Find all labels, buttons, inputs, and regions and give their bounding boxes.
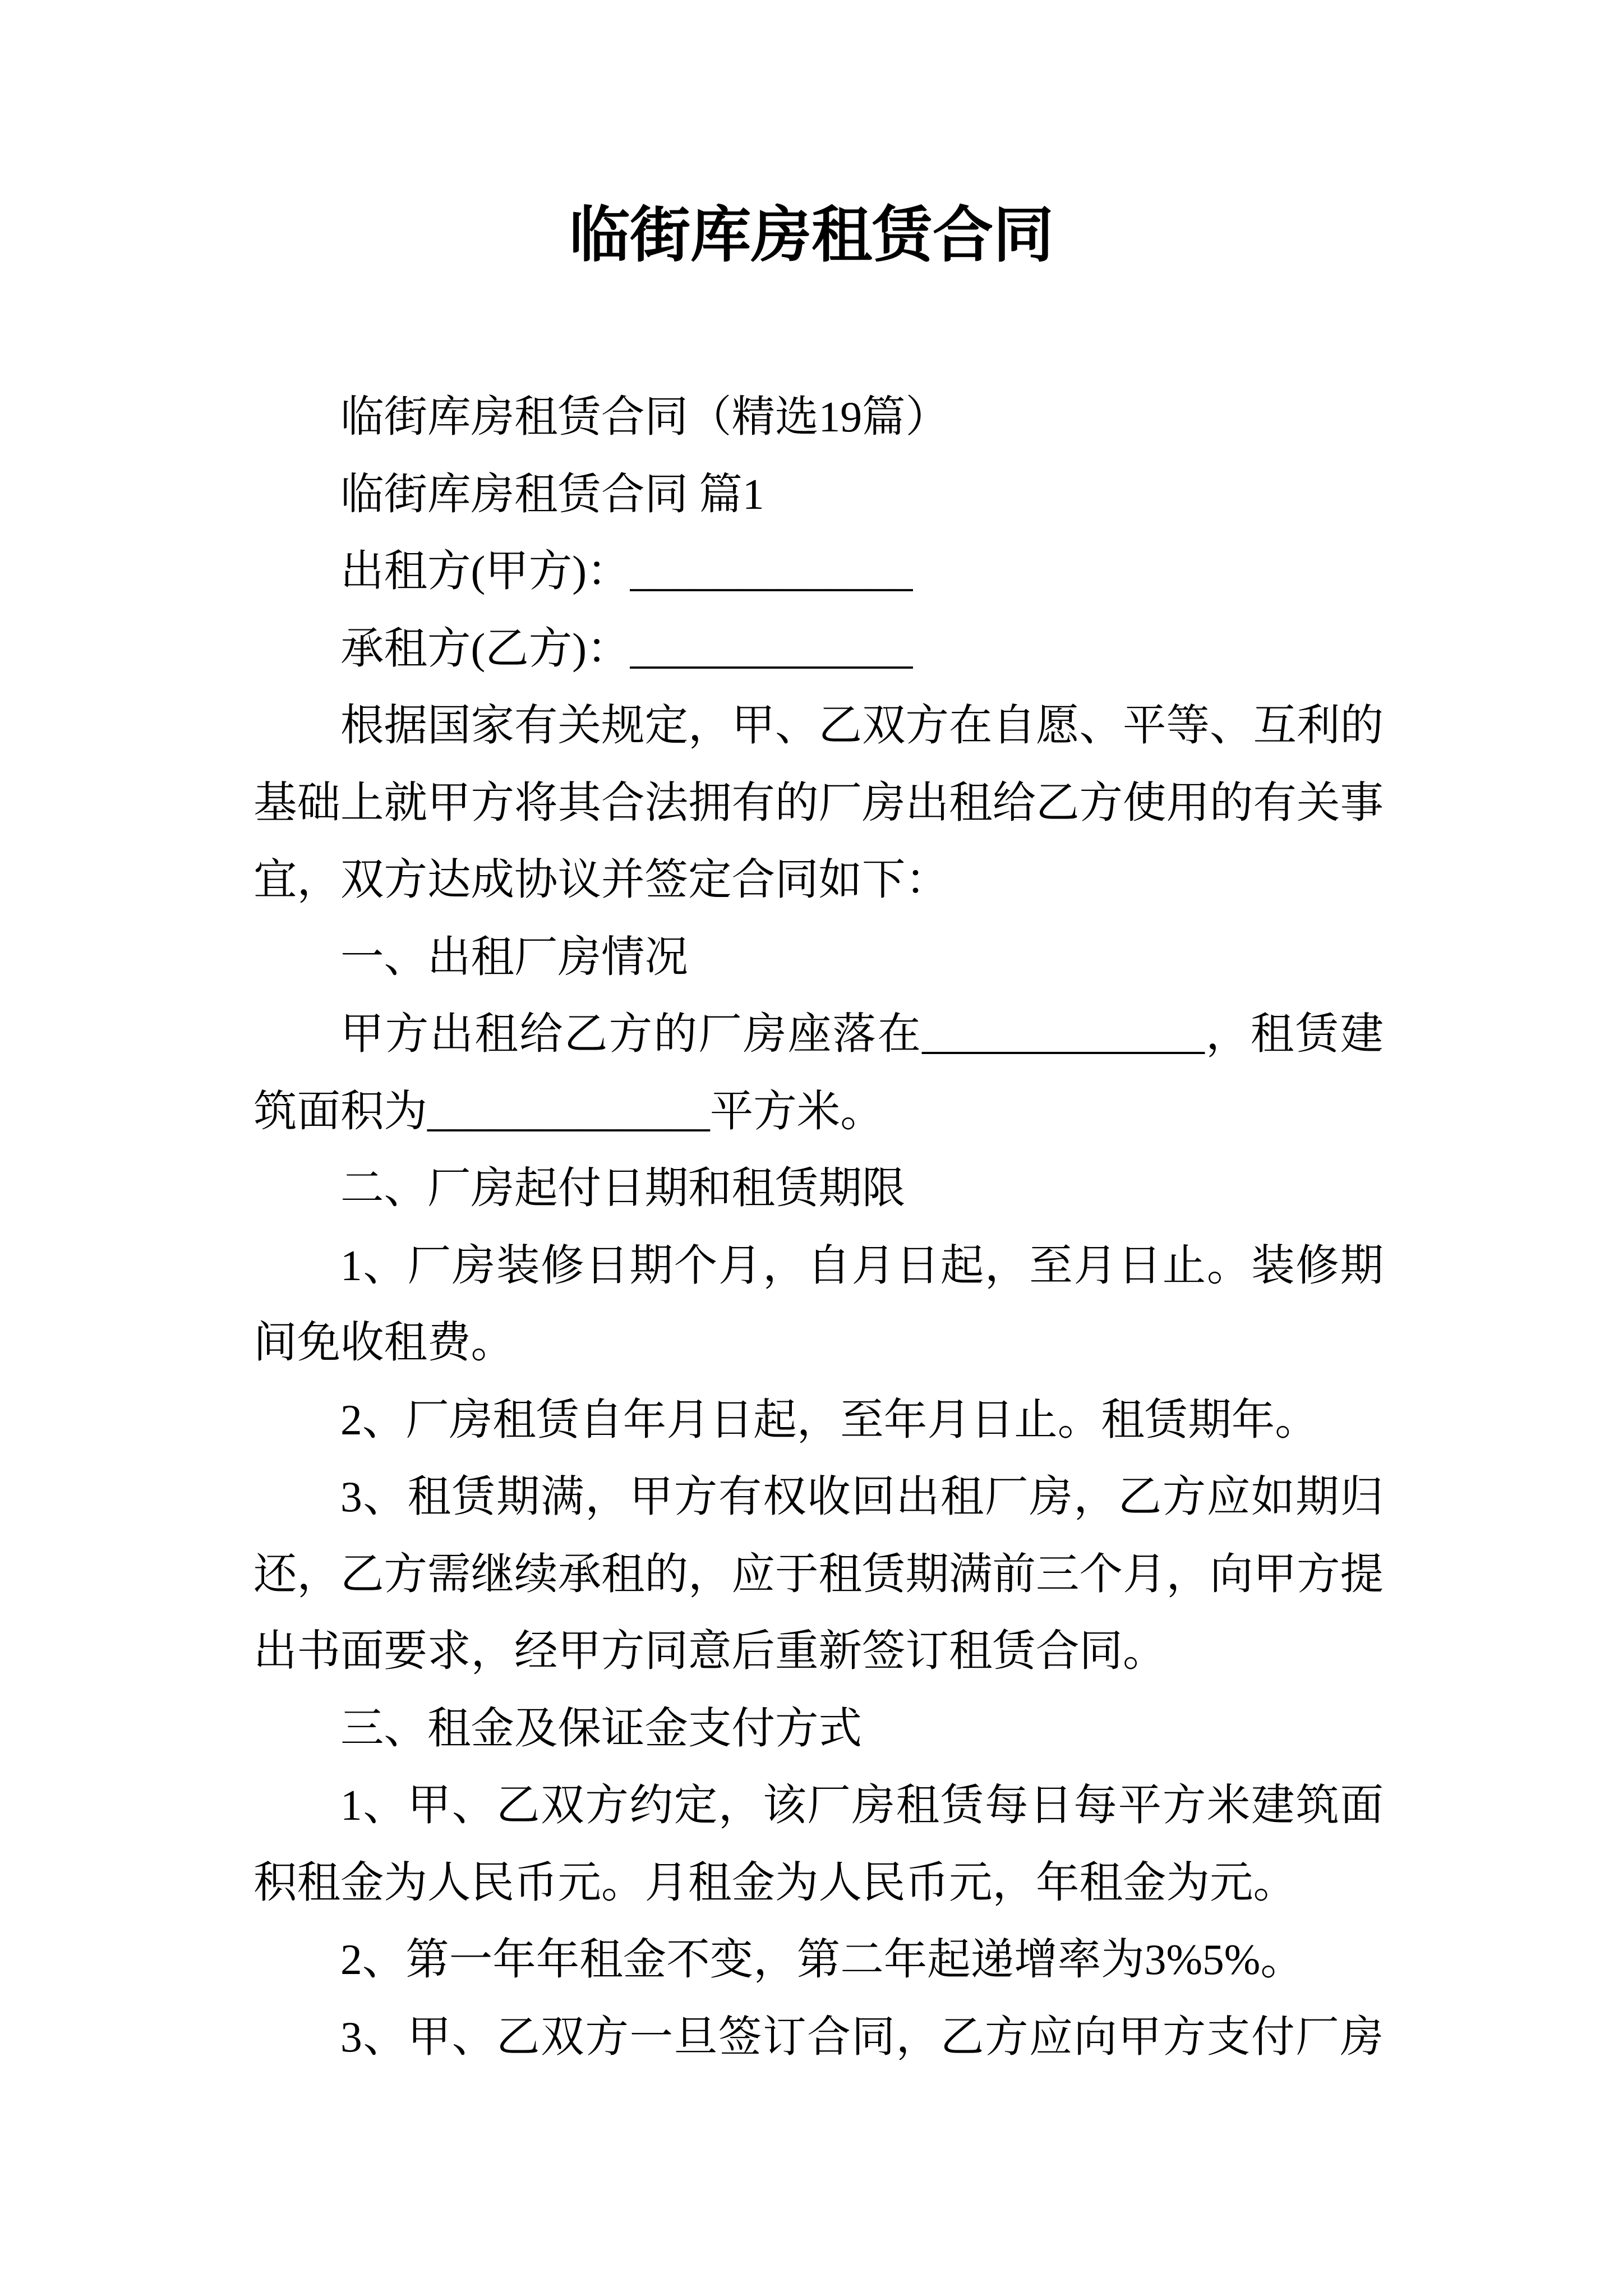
location-label: 甲方出租给乙方的厂房座落在 [340, 1010, 923, 1058]
lessor-line [253, 533, 1384, 610]
area-unit: 平方米。 [709, 1087, 884, 1135]
document-title: 临街库房租赁合同 [569, 203, 1054, 269]
clause [253, 996, 1384, 1150]
lessor-blank-line: _____________ [630, 547, 913, 595]
lessee-line [253, 610, 1384, 688]
section-heading: 三、租金及保证金支付方式 [340, 1704, 863, 1752]
collection-title: 临街库房租赁合同（精选19篇） [340, 393, 949, 441]
article-heading: 临街库房租赁合同 篇1 [340, 470, 764, 518]
section-heading: 二、厂房起付日期和租赁期限 [340, 1164, 906, 1212]
section-heading: 一、出租厂房情况 [340, 932, 689, 981]
clause: 1、厂房装修日期个月，自月日起，至月日止。装修期间免收租费。 [253, 1241, 1384, 1366]
lessee-label: 承租方(乙方)： [340, 624, 630, 673]
preamble-paragraph: 根据国家有关规定，甲、乙双方在自愿、平等、互利的基础上就甲方将其合法拥有的厂房出租给乙方使用的有关事宜，双方达成协议并签定合同如下： [253, 701, 1384, 904]
lessee-blank-line: _____________ [630, 624, 913, 673]
clause: 1、甲、乙双方约定，该厂房租赁每日每平方米建筑面积租金为人民币元。月租金为人民币元，年租金为元。 [253, 1781, 1384, 1907]
clause: 3、租赁期满，甲方有权收回出租厂房，乙方应如期归还，乙方需继续承租的，应于租赁期满前三个月，向甲方提出书面要求，经甲方同意后重新签订租赁合同。 [253, 1473, 1384, 1675]
area-label: ，租赁建筑面积为 [253, 1010, 1384, 1135]
lessor-label: 出租方(甲方)： [340, 547, 630, 595]
clause: 2、第一年年租金不变，第二年起递增率为3%5%。 [340, 1935, 1304, 1984]
clause: 3、甲、乙双方一旦签订合同，乙方应向甲方支付厂房 [340, 2012, 1384, 2061]
clause: 2、厂房租赁自年月日起，至年月日止。租赁期年。 [340, 1395, 1318, 1444]
document-body [253, 379, 1384, 2076]
area-blank-line: _____________ [427, 1087, 710, 1135]
location-blank-line: _____________ [922, 1010, 1205, 1058]
